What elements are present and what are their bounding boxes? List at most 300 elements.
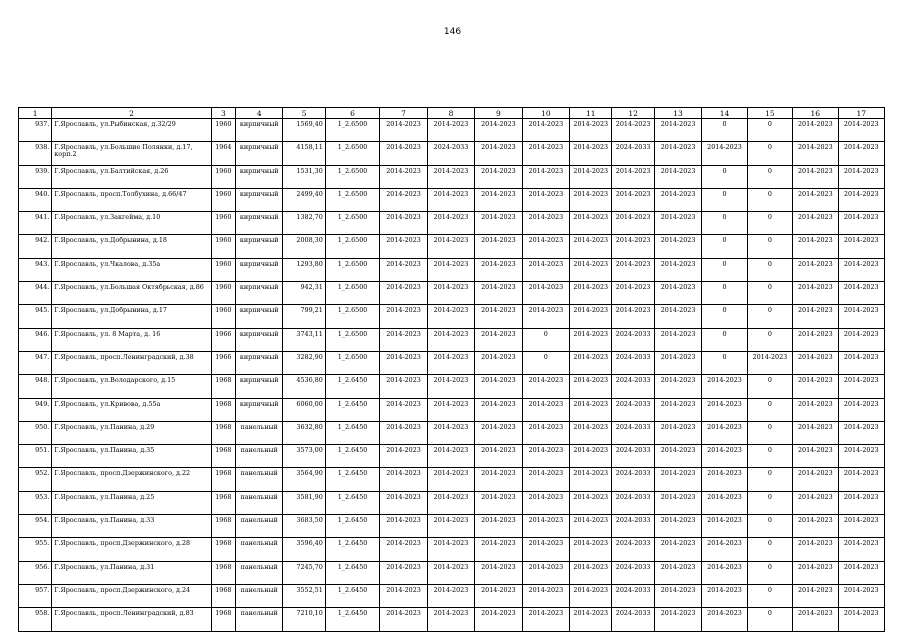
cell-period: 2014-2023: [702, 561, 747, 584]
column-header-8: 8: [427, 108, 474, 119]
cell-period: 2014-2023: [380, 119, 427, 142]
cell-period: 2014-2023: [838, 608, 885, 631]
cell-period: 2014-2023: [793, 235, 838, 258]
cell-period: 2014-2023: [380, 608, 427, 631]
cell-year: 1964: [211, 142, 235, 165]
cell-period: 2014-2023: [793, 351, 838, 374]
cell-code: 1_2.6500: [325, 235, 380, 258]
cell-address: Г.Ярославль, ул.Панина, д.29: [52, 421, 211, 444]
cell-period: 2014-2023: [522, 421, 569, 444]
cell-year: 1960: [211, 165, 235, 188]
column-header-9: 9: [475, 108, 522, 119]
cell-period: 0: [747, 515, 792, 538]
cell-address: Г.Ярославль, ул.Большая Октябрьская, д.86: [52, 282, 211, 305]
cell-period: 2014-2023: [570, 608, 612, 631]
cell-period: 0: [747, 445, 792, 468]
cell-area: 1531,30: [283, 165, 325, 188]
cell-row-number: 939.: [19, 165, 52, 188]
cell-period: 2014-2023: [654, 258, 701, 281]
cell-row-number: 940.: [19, 188, 52, 211]
cell-row-number: 958.: [19, 608, 52, 631]
column-header-7: 7: [380, 108, 427, 119]
cell-period: 2014-2023: [522, 468, 569, 491]
cell-period: 2024-2033: [612, 351, 654, 374]
cell-period: 2014-2023: [570, 515, 612, 538]
cell-period: 2014-2023: [654, 468, 701, 491]
cell-period: 2014-2023: [838, 165, 885, 188]
cell-wall-material: кирпичный: [235, 398, 282, 421]
cell-period: 2014-2023: [380, 421, 427, 444]
cell-period: 2014-2023: [427, 258, 474, 281]
cell-wall-material: кирпичный: [235, 188, 282, 211]
cell-wall-material: кирпичный: [235, 235, 282, 258]
cell-area: 3683,50: [283, 515, 325, 538]
cell-period: 2014-2023: [702, 468, 747, 491]
cell-period: 2014-2023: [522, 258, 569, 281]
cell-area: 2008,30: [283, 235, 325, 258]
cell-period: 2014-2023: [380, 561, 427, 584]
cell-period: 2014-2023: [654, 351, 701, 374]
table-row: [19, 421, 885, 444]
cell-wall-material: кирпичный: [235, 258, 282, 281]
cell-wall-material: панельный: [235, 491, 282, 514]
cell-period: 2014-2023: [702, 142, 747, 165]
cell-period: 2014-2023: [793, 398, 838, 421]
cell-period: 2014-2023: [793, 538, 838, 561]
cell-period: 2014-2023: [793, 375, 838, 398]
column-header-1: 1: [19, 108, 52, 119]
cell-period: 2014-2023: [522, 584, 569, 607]
cell-period: 2014-2023: [427, 398, 474, 421]
cell-period: 2014-2023: [380, 491, 427, 514]
cell-period: 2014-2023: [793, 212, 838, 235]
cell-period: 2014-2023: [612, 188, 654, 211]
cell-period: 2014-2023: [838, 584, 885, 607]
cell-period: 2014-2023: [475, 398, 522, 421]
cell-address: Г.Ярославль, ул.Добрынина, д.17: [52, 305, 211, 328]
cell-period: 2014-2023: [380, 538, 427, 561]
cell-period: 2014-2023: [380, 305, 427, 328]
cell-period: 2014-2023: [570, 491, 612, 514]
cell-row-number: 947.: [19, 351, 52, 374]
cell-period: 2014-2023: [793, 142, 838, 165]
cell-wall-material: кирпичный: [235, 142, 282, 165]
cell-wall-material: кирпичный: [235, 119, 282, 142]
cell-period: 2014-2023: [475, 421, 522, 444]
cell-period: 2014-2023: [427, 538, 474, 561]
cell-period: 2024-2033: [612, 142, 654, 165]
column-header-13: 13: [654, 108, 701, 119]
cell-wall-material: кирпичный: [235, 282, 282, 305]
column-header-10: 10: [522, 108, 569, 119]
cell-period: 2014-2023: [838, 561, 885, 584]
cell-period: 2014-2023: [570, 468, 612, 491]
table-row: [19, 165, 885, 188]
cell-period: 2014-2023: [793, 165, 838, 188]
cell-period: 2014-2023: [838, 188, 885, 211]
cell-period: 2014-2023: [838, 305, 885, 328]
cell-period: 2014-2023: [654, 584, 701, 607]
cell-period: 2014-2023: [702, 608, 747, 631]
cell-address: Г.Ярославль, ул.Закгейма, д.10: [52, 212, 211, 235]
cell-period: 2014-2023: [380, 258, 427, 281]
cell-period: 2014-2023: [475, 235, 522, 258]
cell-address: Г.Ярославль, ул.Кривова, д.55а: [52, 398, 211, 421]
cell-address: Г.Ярославль, ул.Большие Полянки, д.17, корп.2: [52, 142, 211, 165]
cell-period: 2014-2023: [380, 445, 427, 468]
cell-period: 2014-2023: [570, 398, 612, 421]
cell-period: 2014-2023: [838, 258, 885, 281]
cell-period: 2014-2023: [522, 165, 569, 188]
cell-period: 2014-2023: [612, 119, 654, 142]
column-header-14: 14: [702, 108, 747, 119]
cell-wall-material: панельный: [235, 515, 282, 538]
cell-period: 0: [747, 468, 792, 491]
cell-period: 2014-2023: [793, 305, 838, 328]
cell-period: 2014-2023: [838, 212, 885, 235]
cell-wall-material: кирпичный: [235, 351, 282, 374]
cell-period: 0: [702, 235, 747, 258]
cell-period: 0: [747, 491, 792, 514]
cell-period: 2014-2023: [570, 119, 612, 142]
cell-period: 2014-2023: [570, 351, 612, 374]
cell-period: 2014-2023: [380, 468, 427, 491]
cell-year: 1968: [211, 398, 235, 421]
cell-period: 0: [747, 398, 792, 421]
cell-period: 2014-2023: [654, 305, 701, 328]
cell-period: 2024-2033: [427, 142, 474, 165]
cell-code: 1_2.6500: [325, 351, 380, 374]
cell-period: 2014-2023: [522, 608, 569, 631]
cell-period: 2014-2023: [838, 142, 885, 165]
cell-period: 2014-2023: [475, 119, 522, 142]
cell-period: 2014-2023: [793, 561, 838, 584]
table-row: [19, 584, 885, 607]
table-row: [19, 375, 885, 398]
cell-period: 2014-2023: [838, 515, 885, 538]
cell-period: 2014-2023: [793, 282, 838, 305]
cell-address: Г.Ярославль, просп.Дзержинского, д.22: [52, 468, 211, 491]
cell-period: 2014-2023: [380, 142, 427, 165]
cell-period: 0: [747, 538, 792, 561]
cell-period: 0: [747, 142, 792, 165]
table-row: [19, 305, 885, 328]
cell-period: 2014-2023: [427, 515, 474, 538]
cell-year: 1960: [211, 282, 235, 305]
cell-year: 1960: [211, 188, 235, 211]
cell-period: 2024-2033: [612, 421, 654, 444]
cell-period: 0: [702, 305, 747, 328]
cell-period: 2024-2033: [612, 375, 654, 398]
cell-period: 2014-2023: [570, 142, 612, 165]
cell-code: 1_2.6500: [325, 142, 380, 165]
cell-row-number: 937.: [19, 119, 52, 142]
cell-period: 2014-2023: [475, 165, 522, 188]
cell-period: 2014-2023: [475, 212, 522, 235]
cell-period: 2014-2023: [380, 188, 427, 211]
cell-period: 2014-2023: [793, 608, 838, 631]
cell-row-number: 957.: [19, 584, 52, 607]
cell-period: 2014-2023: [702, 375, 747, 398]
cell-period: 2024-2033: [612, 561, 654, 584]
cell-year: 1968: [211, 608, 235, 631]
cell-period: 2014-2023: [612, 282, 654, 305]
cell-address: Г.Ярославль, ул.Панина, д.25: [52, 491, 211, 514]
cell-period: 2014-2023: [702, 584, 747, 607]
cell-period: 2014-2023: [475, 375, 522, 398]
cell-period: 2014-2023: [702, 398, 747, 421]
cell-period: 2014-2023: [654, 608, 701, 631]
cell-period: 2014-2023: [654, 212, 701, 235]
cell-period: 2014-2023: [522, 282, 569, 305]
table-row: [19, 515, 885, 538]
cell-period: 2014-2023: [427, 351, 474, 374]
cell-year: 1968: [211, 538, 235, 561]
column-header-3: 3: [211, 108, 235, 119]
cell-period: 2014-2023: [427, 445, 474, 468]
cell-period: 0: [747, 165, 792, 188]
cell-period: 2014-2023: [702, 515, 747, 538]
cell-period: 2024-2033: [612, 491, 654, 514]
table-row: [19, 258, 885, 281]
cell-code: 1_2.6450: [325, 515, 380, 538]
column-header-4: 4: [235, 108, 282, 119]
cell-year: 1960: [211, 212, 235, 235]
cell-period: 2014-2023: [654, 421, 701, 444]
cell-period: 2014-2023: [793, 584, 838, 607]
cell-area: 799,21: [283, 305, 325, 328]
cell-period: 2014-2023: [380, 235, 427, 258]
cell-period: 2014-2023: [570, 328, 612, 351]
cell-period: 2014-2023: [654, 561, 701, 584]
cell-wall-material: панельный: [235, 445, 282, 468]
cell-wall-material: кирпичный: [235, 305, 282, 328]
cell-year: 1968: [211, 584, 235, 607]
cell-period: 2014-2023: [793, 515, 838, 538]
table-row: [19, 212, 885, 235]
cell-year: 1960: [211, 235, 235, 258]
cell-year: 1966: [211, 328, 235, 351]
cell-period: 2014-2023: [793, 119, 838, 142]
cell-period: 2014-2023: [838, 282, 885, 305]
cell-address: Г.Ярославль, ул. 8 Марта, д. 16: [52, 328, 211, 351]
table-row: [19, 142, 885, 165]
cell-period: 2014-2023: [654, 142, 701, 165]
cell-row-number: 945.: [19, 305, 52, 328]
cell-period: 2014-2023: [570, 212, 612, 235]
cell-period: 0: [747, 584, 792, 607]
cell-code: 1_2.6450: [325, 468, 380, 491]
cell-period: 2014-2023: [838, 538, 885, 561]
cell-period: 2014-2023: [654, 375, 701, 398]
cell-period: 2014-2023: [570, 282, 612, 305]
cell-period: 2014-2023: [838, 421, 885, 444]
cell-period: 2014-2023: [475, 328, 522, 351]
cell-code: 1_2.6500: [325, 165, 380, 188]
table-row: [19, 445, 885, 468]
cell-period: 2014-2023: [570, 421, 612, 444]
cell-period: 2014-2023: [427, 119, 474, 142]
cell-period: 2014-2023: [702, 491, 747, 514]
cell-row-number: 950.: [19, 421, 52, 444]
cell-wall-material: панельный: [235, 468, 282, 491]
cell-row-number: 941.: [19, 212, 52, 235]
cell-period: 2014-2023: [475, 515, 522, 538]
cell-period: 2014-2023: [427, 491, 474, 514]
cell-period: 2014-2023: [475, 282, 522, 305]
cell-year: 1968: [211, 375, 235, 398]
cell-period: 2014-2023: [570, 375, 612, 398]
cell-period: 2014-2023: [522, 491, 569, 514]
cell-period: 2014-2023: [793, 258, 838, 281]
cell-period: 0: [702, 119, 747, 142]
cell-period: 2014-2023: [838, 235, 885, 258]
cell-code: 1_2.6450: [325, 538, 380, 561]
cell-period: 2014-2023: [838, 119, 885, 142]
cell-period: 2014-2023: [380, 328, 427, 351]
cell-period: 2014-2023: [838, 445, 885, 468]
cell-period: 2014-2023: [427, 421, 474, 444]
cell-area: 3573,00: [283, 445, 325, 468]
cell-address: Г.Ярославль, просп.Ленинградский, д.38: [52, 351, 211, 374]
cell-period: 0: [747, 212, 792, 235]
page-number: 146: [443, 27, 462, 37]
cell-wall-material: панельный: [235, 421, 282, 444]
cell-wall-material: панельный: [235, 538, 282, 561]
cell-period: 2014-2023: [427, 328, 474, 351]
table-row: [19, 468, 885, 491]
cell-period: 2014-2023: [475, 561, 522, 584]
cell-area: 3596,40: [283, 538, 325, 561]
cell-address: Г.Ярославль, ул.Добрынина, д.18: [52, 235, 211, 258]
cell-code: 1_2.6500: [325, 282, 380, 305]
cell-period: 2014-2023: [475, 584, 522, 607]
column-header-2: 2: [52, 108, 211, 119]
cell-code: 1_2.6500: [325, 212, 380, 235]
cell-period: 2014-2023: [654, 188, 701, 211]
cell-period: 2014-2023: [475, 305, 522, 328]
cell-period: 2014-2023: [427, 468, 474, 491]
cell-period: 0: [747, 119, 792, 142]
cell-period: 2014-2023: [522, 398, 569, 421]
cell-wall-material: панельный: [235, 584, 282, 607]
cell-period: 2014-2023: [793, 328, 838, 351]
cell-address: Г.Ярославль, просп.Дзержинского, д.28: [52, 538, 211, 561]
cell-period: 2014-2023: [522, 235, 569, 258]
cell-period: 2024-2033: [612, 608, 654, 631]
cell-period: 2014-2023: [654, 515, 701, 538]
cell-period: 0: [702, 282, 747, 305]
cell-period: 2014-2023: [838, 491, 885, 514]
column-header-12: 12: [612, 108, 654, 119]
cell-row-number: 951.: [19, 445, 52, 468]
cell-area: 3282,90: [283, 351, 325, 374]
cell-year: 1968: [211, 491, 235, 514]
cell-period: 2024-2033: [612, 398, 654, 421]
cell-period: 2014-2023: [380, 282, 427, 305]
cell-period: 2014-2023: [570, 561, 612, 584]
cell-period: 2014-2023: [793, 468, 838, 491]
cell-area: 4536,80: [283, 375, 325, 398]
cell-period: 0: [522, 328, 569, 351]
housing-repair-table: [18, 107, 885, 632]
table-row: [19, 235, 885, 258]
cell-area: 6060,00: [283, 398, 325, 421]
cell-period: 2014-2023: [427, 561, 474, 584]
cell-period: 0: [702, 165, 747, 188]
cell-code: 1_2.6450: [325, 584, 380, 607]
cell-period: 2014-2023: [427, 165, 474, 188]
cell-period: 2014-2023: [654, 119, 701, 142]
cell-row-number: 949.: [19, 398, 52, 421]
cell-period: 2014-2023: [475, 258, 522, 281]
cell-period: 2014-2023: [654, 165, 701, 188]
cell-wall-material: кирпичный: [235, 212, 282, 235]
cell-wall-material: панельный: [235, 608, 282, 631]
cell-period: 2014-2023: [654, 235, 701, 258]
cell-period: 2014-2023: [570, 445, 612, 468]
cell-code: 1_2.6500: [325, 328, 380, 351]
cell-area: 3564,90: [283, 468, 325, 491]
cell-period: 2014-2023: [570, 188, 612, 211]
cell-area: 3581,90: [283, 491, 325, 514]
table-row: [19, 398, 885, 421]
cell-period: 0: [747, 305, 792, 328]
table-row: [19, 608, 885, 631]
cell-area: 3632,80: [283, 421, 325, 444]
cell-period: 2014-2023: [612, 212, 654, 235]
cell-period: 0: [747, 282, 792, 305]
cell-period: 2014-2023: [654, 445, 701, 468]
cell-address: Г.Ярославль, ул.Панина, д.31: [52, 561, 211, 584]
cell-period: 2014-2023: [612, 235, 654, 258]
cell-period: 2024-2033: [612, 468, 654, 491]
cell-period: 2014-2023: [654, 282, 701, 305]
cell-period: 2024-2033: [612, 538, 654, 561]
cell-period: 2014-2023: [475, 491, 522, 514]
cell-period: 2014-2023: [522, 538, 569, 561]
cell-period: 2014-2023: [702, 421, 747, 444]
cell-row-number: 955.: [19, 538, 52, 561]
cell-year: 1960: [211, 119, 235, 142]
cell-period: 0: [702, 328, 747, 351]
cell-period: 2014-2023: [427, 235, 474, 258]
cell-code: 1_2.6500: [325, 119, 380, 142]
cell-period: 2014-2023: [612, 165, 654, 188]
cell-period: 0: [522, 351, 569, 374]
cell-period: 2014-2023: [654, 328, 701, 351]
cell-period: 2024-2033: [612, 328, 654, 351]
cell-year: 1968: [211, 421, 235, 444]
cell-period: 2014-2023: [380, 375, 427, 398]
cell-period: 2014-2023: [570, 165, 612, 188]
cell-period: 2014-2023: [702, 538, 747, 561]
cell-year: 1968: [211, 445, 235, 468]
cell-period: 2014-2023: [522, 445, 569, 468]
cell-address: Г.Ярославль, просп.Ленинградский, д.83: [52, 608, 211, 631]
cell-code: 1_2.6450: [325, 375, 380, 398]
column-header-5: 5: [283, 108, 325, 119]
cell-period: 2014-2023: [793, 421, 838, 444]
cell-row-number: 943.: [19, 258, 52, 281]
cell-period: 2014-2023: [522, 212, 569, 235]
cell-period: 2014-2023: [475, 445, 522, 468]
cell-period: 2014-2023: [427, 584, 474, 607]
cell-area: 1382,70: [283, 212, 325, 235]
table-row: [19, 119, 885, 142]
cell-period: 2014-2023: [522, 119, 569, 142]
table-row: [19, 188, 885, 211]
